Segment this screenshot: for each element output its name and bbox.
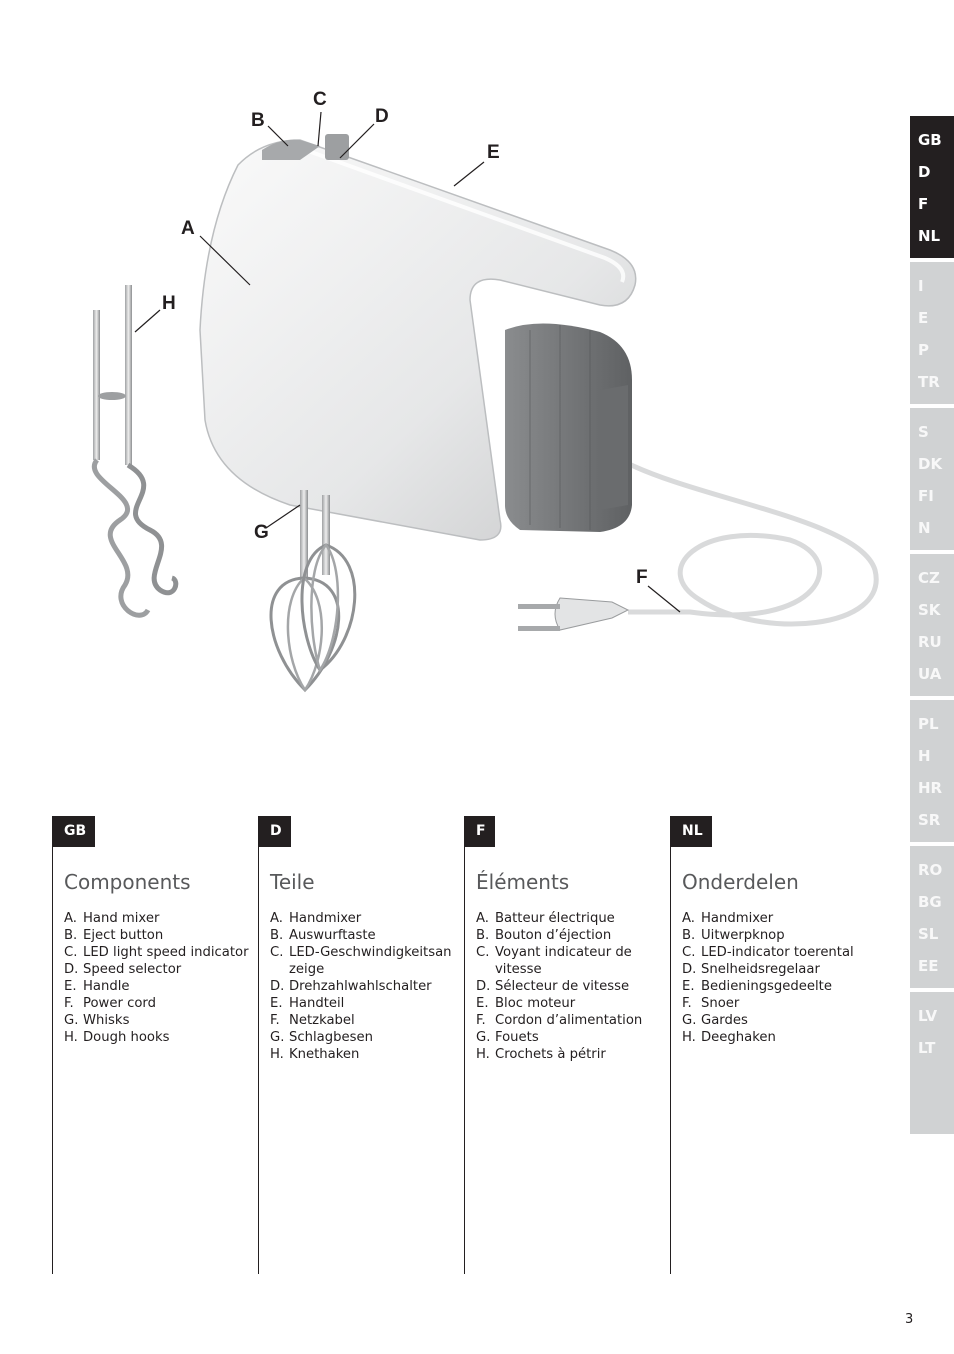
tab-n[interactable]: N	[918, 519, 931, 537]
section-title: Éléments	[476, 870, 570, 894]
tab-nl[interactable]: NL	[918, 227, 941, 245]
tab-lv[interactable]: LV	[918, 1007, 938, 1025]
callout-a: A	[181, 218, 195, 239]
tab-i[interactable]: I	[918, 277, 924, 295]
list-item: C. LED light speed indicator	[64, 945, 249, 960]
tab-sr[interactable]: SR	[918, 811, 941, 829]
language-badge: GB	[53, 816, 95, 847]
list-item: F. Power cord	[64, 996, 156, 1011]
callout-c: C	[313, 89, 327, 110]
tab-e[interactable]: E	[918, 309, 929, 327]
list-item: H. Deeghaken	[682, 1030, 776, 1045]
list-item: D. Sélecteur de vitesse	[476, 979, 630, 994]
list-item: A. Handmixer	[682, 911, 774, 926]
tab-group-i-e-p-tr[interactable]	[910, 262, 954, 404]
whisks	[271, 490, 355, 690]
tab-ru[interactable]: RU	[918, 633, 942, 651]
power-plug	[518, 598, 628, 631]
tab-group-pl-h-hr-sr[interactable]	[910, 700, 954, 842]
page-number: 3	[905, 1312, 914, 1327]
tab-group-gb-d-f-nl[interactable]	[910, 116, 954, 258]
list-item: H. Dough hooks	[64, 1030, 170, 1045]
components-list	[476, 910, 662, 1063]
hand-mixer-body	[200, 134, 636, 540]
tab-fi[interactable]: FI	[918, 487, 934, 505]
list-item: D. Snelheidsregelaar	[682, 962, 820, 977]
language-tabs	[910, 116, 954, 1138]
list-item: C. LED-indicator toerental	[682, 945, 854, 960]
tab-lt[interactable]: LT	[918, 1039, 936, 1057]
list-item: E. Bedieningsgedeelte	[682, 979, 832, 994]
list-item: F. Netzkabel	[270, 1013, 355, 1028]
callout-g: G	[254, 522, 269, 543]
tab-group-cz-sk-ru-ua[interactable]	[910, 554, 954, 696]
column-d	[258, 816, 459, 1274]
tab-h[interactable]: H	[918, 747, 931, 765]
list-item: B. Auswurftaste	[270, 928, 376, 943]
list-item: B. Eject button	[64, 928, 164, 943]
tab-group-lv-lt[interactable]	[910, 992, 954, 1134]
components-list	[270, 910, 456, 1063]
callout-h: H	[162, 293, 176, 314]
list-item: G. Whisks	[64, 1013, 130, 1028]
list-item: C. Voyant indicateur de vitesse	[476, 945, 632, 977]
list-item: E. Bloc moteur	[476, 996, 576, 1011]
section-title: Teile	[270, 870, 315, 894]
callout-d: D	[375, 106, 389, 127]
tab-gb[interactable]: GB	[918, 131, 942, 149]
list-item: A. Hand mixer	[64, 911, 160, 926]
list-item: G. Gardes	[682, 1013, 748, 1028]
dough-hooks	[93, 285, 176, 615]
tab-d[interactable]: D	[918, 163, 931, 181]
tab-group-ro-bg-sl-ee[interactable]	[910, 846, 954, 988]
tab-s[interactable]: S	[918, 423, 929, 441]
callout-f: F	[636, 567, 648, 588]
tab-group-s-dk-fi-n[interactable]	[910, 408, 954, 550]
language-badge: D	[259, 816, 291, 847]
tab-pl[interactable]: PL	[918, 715, 939, 733]
tab-sk[interactable]: SK	[918, 601, 941, 619]
list-item: C. LED-Geschwindigkeitsanzeige	[270, 945, 452, 977]
tab-cz[interactable]: CZ	[918, 569, 940, 587]
list-item: B. Bouton d’éjection	[476, 928, 612, 943]
list-item: E. Handteil	[270, 996, 345, 1011]
tab-tr[interactable]: TR	[918, 373, 940, 391]
list-item: A. Batteur électrique	[476, 911, 615, 926]
list-item: F. Snoer	[682, 996, 740, 1011]
language-badge: F	[465, 816, 495, 847]
tab-p[interactable]: P	[918, 341, 929, 359]
tab-ro[interactable]: RO	[918, 861, 943, 879]
tab-dk[interactable]: DK	[918, 455, 943, 473]
column-nl	[670, 816, 871, 1274]
tab-ua[interactable]: UA	[918, 665, 942, 683]
list-item: H. Crochets à pétrir	[476, 1047, 606, 1062]
list-item: E. Handle	[64, 979, 130, 994]
tab-sl[interactable]: SL	[918, 925, 939, 943]
callout-b: B	[251, 110, 265, 131]
tab-hr[interactable]: HR	[918, 779, 943, 797]
list-item: F. Cordon d’alimentation	[476, 1013, 643, 1028]
tab-bg[interactable]: BG	[918, 893, 942, 911]
section-title: Components	[64, 870, 191, 894]
tab-ee[interactable]: EE	[918, 957, 939, 975]
tab-f[interactable]: F	[918, 195, 929, 213]
components-list	[64, 910, 250, 1046]
list-item: D. Drehzahlwahlschalter	[270, 979, 432, 994]
components-list	[682, 910, 868, 1046]
list-item: B. Uitwerpknop	[682, 928, 785, 943]
column-f	[464, 816, 665, 1274]
language-badge: NL	[671, 816, 712, 847]
list-item: G. Schlagbesen	[270, 1030, 373, 1045]
list-item: H. Knethaken	[270, 1047, 360, 1062]
callout-e: E	[487, 142, 500, 163]
power-cord	[625, 462, 876, 624]
list-item: A. Handmixer	[270, 911, 362, 926]
section-title: Onderdelen	[682, 870, 799, 894]
column-gb	[52, 816, 253, 1274]
list-item: G. Fouets	[476, 1030, 539, 1045]
list-item: D. Speed selector	[64, 962, 182, 977]
